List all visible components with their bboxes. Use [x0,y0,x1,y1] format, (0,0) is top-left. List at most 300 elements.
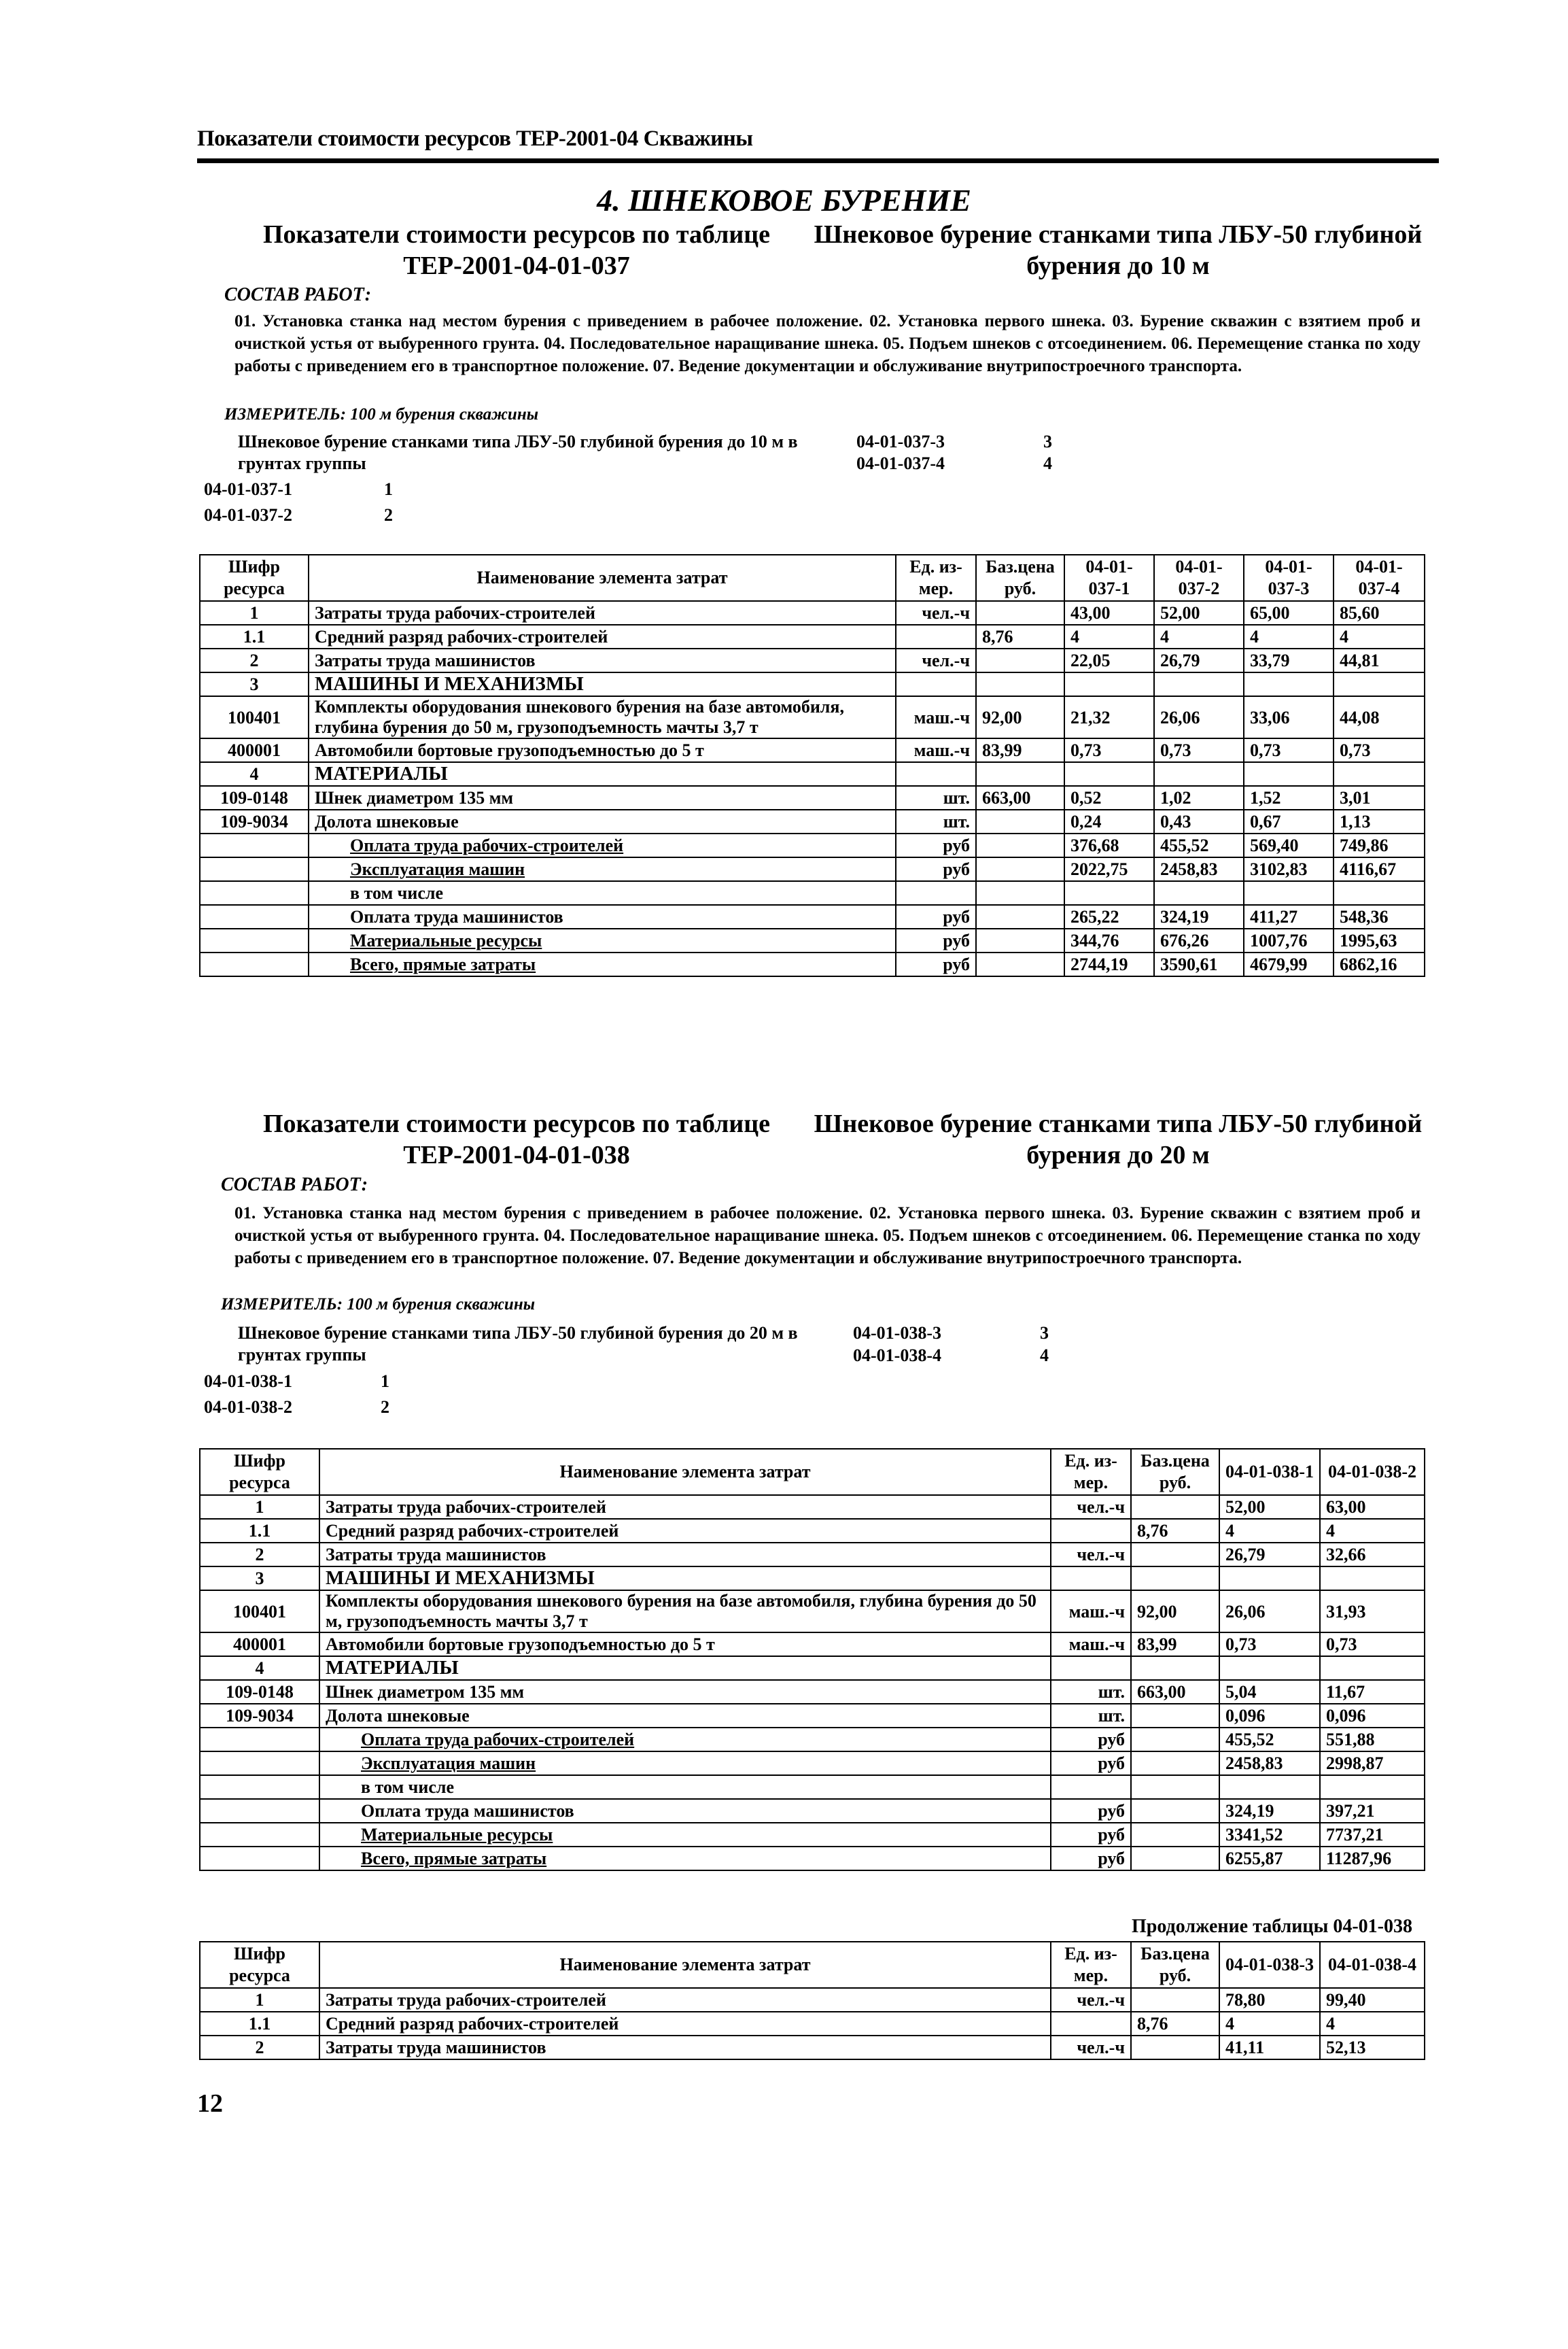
value-cell: руб [1051,1799,1131,1823]
column-header: 04-01-038-4 [1320,1942,1425,1988]
resource-code-cell [200,1799,319,1823]
resource-name-cell: Оплата труда рабочих-строителей [319,1728,1051,1751]
resource-name-cell: МАТЕРИАЛЫ [309,762,896,786]
value-cell: 676,26 [1154,929,1244,953]
value-cell: шт. [896,786,976,810]
resource-name-cell: МАШИНЫ И МЕХАНИЗМЫ [319,1566,1051,1590]
value-cell: 4 [1219,1519,1320,1543]
value-cell [1320,1775,1425,1799]
column-header: 04-01-037-2 [1154,555,1244,601]
value-cell [1244,672,1334,696]
resource-code-cell: 1 [200,1495,319,1519]
value-cell [1051,1566,1131,1590]
value-cell: чел.-ч [1051,1543,1131,1566]
resource-name-cell: Всего, прямые затраты [319,1847,1051,1870]
value-cell: 4 [1219,2012,1320,2036]
value-cell [1051,2012,1131,2036]
block1-measure-label: ИЗМЕРИТЕЛЬ: 100 м бурения скважины [224,405,539,424]
column-header: Шифр ресурса [200,1449,319,1495]
value-cell [976,672,1064,696]
table-row [200,738,1425,762]
value-cell [1051,1519,1131,1543]
column-header: Ед. из-мер. [1051,1942,1131,1988]
resource-name-cell: Долота шнековые [319,1704,1051,1728]
value-cell [1131,1823,1219,1847]
running-header: Показатели стоимости ресурсов ТЕР-2001-04 Скважины [197,126,753,151]
value-cell: 0,73 [1244,738,1334,762]
table-row [200,1495,1425,1519]
value-cell [1064,672,1154,696]
resource-name-cell: Шнек диаметром 135 мм [319,1680,1051,1704]
value-cell [976,762,1064,786]
resource-code-cell: 2 [200,649,309,672]
value-cell: 3102,83 [1244,857,1334,881]
continuation-label: Продолжение таблицы 04-01-038 [1132,1916,1412,1937]
value-cell [1219,1775,1320,1799]
value-cell [1334,881,1425,905]
section-title: 4. ШНЕКОВОЕ БУРЕНИЕ [597,183,971,218]
value-cell: 1,13 [1334,810,1425,834]
resource-name-cell: в том числе [309,881,896,905]
value-cell: 4 [1320,1519,1425,1543]
resource-code-cell: 1 [200,1988,319,2012]
value-cell: 4 [1334,625,1425,649]
column-header: Баз.цена руб. [1131,1942,1219,1988]
table-row [200,1799,1425,1823]
header-rule [197,158,1439,163]
value-cell [976,649,1064,672]
table-header-row [200,1449,1425,1495]
resource-name-cell: Комплекты оборудования шнекового бурения на базе автомобиля, глубина бурения до 50 м, грузоподъемность мачты 3,7 т [319,1590,1051,1632]
value-cell: 6255,87 [1219,1847,1320,1870]
value-cell: 21,32 [1064,696,1154,738]
value-cell: 0,096 [1219,1704,1320,1728]
resource-name-cell: Затраты труда машинистов [309,649,896,672]
table-header-row [200,555,1425,601]
value-cell: руб [896,929,976,953]
block2-code-4-num: 4 [1040,1345,1049,1365]
resource-code-cell [200,857,309,881]
value-cell: 411,27 [1244,905,1334,929]
block2-measure-label: ИЗМЕРИТЕЛЬ: 100 м бурения скважины [221,1295,536,1314]
value-cell: 1007,76 [1244,929,1334,953]
resource-name-cell: Средний разряд рабочих-строителей [319,2012,1051,2036]
value-cell: 4 [1320,2012,1425,2036]
resource-code-cell [200,881,309,905]
value-cell: 2744,19 [1064,953,1154,976]
value-cell: 551,88 [1320,1728,1425,1751]
value-cell [1064,881,1154,905]
value-cell: 85,60 [1334,601,1425,625]
resource-code-cell: 2 [200,2036,319,2059]
resource-name-cell: МАШИНЫ И МЕХАНИЗМЫ [309,672,896,696]
value-cell: руб [896,857,976,881]
block1-code-2-num: 2 [384,505,393,525]
table-row [200,696,1425,738]
value-cell: чел.-ч [1051,1988,1131,2012]
value-cell: 265,22 [1064,905,1154,929]
value-cell: 63,00 [1320,1495,1425,1519]
value-cell [976,929,1064,953]
table-row [200,1543,1425,1566]
column-header: Баз.цена руб. [1131,1449,1219,1495]
value-cell [1131,2036,1219,2059]
block2-code-4: 04-01-038-4 [853,1345,941,1365]
value-cell: 31,93 [1320,1590,1425,1632]
table-header-row [200,1942,1425,1988]
value-cell: чел.-ч [896,649,976,672]
block1-composition-text: 01. Установка станка над местом бурения с приведением в рабочее положение. 02. Установка первого шнека. 03. Бурение скважин с взятием проб и очисткой устья от выбуренного грунта. 04. Последовательное наращивание шнека. 05. Подъем шнеков с отсоединением. 06. Перемещение станка по ходу работы с приведением его в транспортное положение. 07. Ведение документации и обслуживание внутрипостроечного транспорта. [234,312,1421,375]
value-cell: 0,52 [1064,786,1154,810]
value-cell: 3590,61 [1154,953,1244,976]
value-cell: 11287,96 [1320,1847,1425,1870]
value-cell [976,810,1064,834]
value-cell: 11,67 [1320,1680,1425,1704]
value-cell: маш.-ч [1051,1632,1131,1656]
resource-name-cell: Автомобили бортовые грузоподъемностью до 5 т [319,1632,1051,1656]
value-cell: руб [1051,1847,1131,1870]
resource-table-038-continued [199,1941,1425,2060]
value-cell [976,905,1064,929]
value-cell [1131,1495,1219,1519]
block2-code-1: 04-01-038-1 [204,1371,292,1391]
value-cell [896,881,976,905]
value-cell [1131,1988,1219,2012]
block2-composition-text: 01. Установка станка над местом бурения с приведением в рабочее положение. 02. Установка первого шнека. 03. Бурение скважин с взятием проб и очисткой устья от выбуренного грунта. 04. Последовательное наращивание шнека. 05. Подъем шнеков с отсоединением. 06. Перемещение станка по ходу работы с приведением его в транспортное положение. 07. Ведение документации и обслуживание внутрипостроечного транспорта. [234,1204,1421,1267]
value-cell [1131,1728,1219,1751]
column-header: Наименование элемента затрат [319,1449,1051,1495]
value-cell: 8,76 [976,625,1064,649]
block1-measure-desc: Шнековое бурение станками типа ЛБУ-50 глубиной бурения до 10 м в грунтах группы [238,432,798,473]
value-cell: 78,80 [1219,1988,1320,2012]
resource-code-cell [200,905,309,929]
value-cell: 32,66 [1320,1543,1425,1566]
column-header: 04-01-037-3 [1244,555,1334,601]
value-cell: маш.-ч [896,696,976,738]
value-cell: 0,73 [1334,738,1425,762]
table-row [200,2036,1425,2059]
resource-code-cell [200,953,309,976]
table-row [200,1656,1425,1680]
value-cell: 0,67 [1244,810,1334,834]
resource-code-cell: 109-0148 [200,786,309,810]
value-cell [1154,881,1244,905]
value-cell: 2458,83 [1154,857,1244,881]
table-row [200,1632,1425,1656]
value-cell [1244,762,1334,786]
value-cell: маш.-ч [1051,1590,1131,1632]
value-cell: 344,76 [1064,929,1154,953]
value-cell: 26,79 [1154,649,1244,672]
value-cell [976,881,1064,905]
value-cell: шт. [1051,1704,1131,1728]
resource-name-cell: Материальные ресурсы [309,929,896,953]
value-cell: 376,68 [1064,834,1154,857]
resource-name-cell: Оплата труда рабочих-строителей [309,834,896,857]
value-cell: 6862,16 [1334,953,1425,976]
value-cell [1064,762,1154,786]
resource-code-cell: 100401 [200,696,309,738]
column-header: 04-01-038-2 [1320,1449,1425,1495]
block1-code-3-num: 3 [1043,432,1052,451]
resource-code-cell: 109-9034 [200,810,309,834]
value-cell: руб [1051,1751,1131,1775]
value-cell [1131,1751,1219,1775]
block1-code-3: 04-01-037-3 [856,432,945,451]
value-cell: руб [896,905,976,929]
value-cell [1219,1656,1320,1680]
resource-code-cell: 109-0148 [200,1680,319,1704]
table-row [200,929,1425,953]
table-row [200,857,1425,881]
resource-code-cell: 2 [200,1543,319,1566]
table-row [200,953,1425,976]
value-cell: 65,00 [1244,601,1334,625]
block1-code-1: 04-01-037-1 [204,479,292,499]
value-cell: 52,00 [1219,1495,1320,1519]
value-cell: 7737,21 [1320,1823,1425,1847]
value-cell: 455,52 [1154,834,1244,857]
value-cell [1131,1799,1219,1823]
resource-name-cell: Эксплуатация машин [319,1751,1051,1775]
value-cell: 4679,99 [1244,953,1334,976]
resource-table-038 [199,1448,1425,1871]
value-cell [896,762,976,786]
column-header: Баз.цена руб. [976,555,1064,601]
block2-title-left: Показатели стоимости ресурсов по таблице ТЕР-2001-04-01-038 [262,1110,771,1169]
table-row [200,601,1425,625]
value-cell [1131,1704,1219,1728]
value-cell: 548,36 [1334,905,1425,929]
value-cell [1131,1543,1219,1566]
value-cell: 663,00 [1131,1680,1219,1704]
value-cell: маш.-ч [896,738,976,762]
value-cell: руб [896,834,976,857]
value-cell: 99,40 [1320,1988,1425,2012]
value-cell [1051,1775,1131,1799]
table-row [200,2012,1425,2036]
value-cell [1154,672,1244,696]
value-cell [896,625,976,649]
table-row [200,762,1425,786]
value-cell: 4 [1064,625,1154,649]
value-cell [896,672,976,696]
resource-name-cell: Затраты труда рабочих-строителей [309,601,896,625]
resource-code-cell: 1.1 [200,1519,319,1543]
value-cell: 324,19 [1219,1799,1320,1823]
value-cell: 455,52 [1219,1728,1320,1751]
resource-name-cell: Средний разряд рабочих-строителей [319,1519,1051,1543]
column-header: Ед. из-мер. [896,555,976,601]
column-header: Ед. из-мер. [1051,1449,1131,1495]
column-header: Шифр ресурса [200,555,309,601]
value-cell: чел.-ч [1051,2036,1131,2059]
value-cell: 26,79 [1219,1543,1320,1566]
value-cell: 3341,52 [1219,1823,1320,1847]
resource-name-cell: Шнек диаметром 135 мм [309,786,896,810]
value-cell: 3,01 [1334,786,1425,810]
block1-code-4: 04-01-037-4 [856,453,945,473]
resource-name-cell: Затраты труда машинистов [319,2036,1051,2059]
resource-code-cell: 400001 [200,1632,319,1656]
table-row [200,786,1425,810]
block2-code-3-num: 3 [1040,1323,1049,1343]
resource-name-cell: Оплата труда машинистов [309,905,896,929]
resource-code-cell [200,1775,319,1799]
value-cell: 4116,67 [1334,857,1425,881]
block1-code-2: 04-01-037-2 [204,505,292,525]
table-row [200,1728,1425,1751]
block2-code-1-num: 1 [381,1371,389,1391]
value-cell [1131,1847,1219,1870]
value-cell: 8,76 [1131,1519,1219,1543]
value-cell: 92,00 [976,696,1064,738]
value-cell: чел.-ч [1051,1495,1131,1519]
value-cell: 26,06 [1154,696,1244,738]
column-header: 04-01-038-1 [1219,1449,1320,1495]
resource-name-cell: Затраты труда рабочих-строителей [319,1988,1051,2012]
table-row [200,1590,1425,1632]
value-cell: 0,096 [1320,1704,1425,1728]
block2-title-right: Шнековое бурение станками типа ЛБУ-50 глубиной бурения до 20 м [814,1110,1423,1169]
value-cell: 663,00 [976,786,1064,810]
resource-code-cell: 3 [200,672,309,696]
value-cell: 397,21 [1320,1799,1425,1823]
value-cell [1320,1566,1425,1590]
resource-table-037 [199,554,1425,977]
column-header: 04-01-037-1 [1064,555,1154,601]
page-number: 12 [197,2089,223,2118]
resource-code-cell: 1 [200,601,309,625]
resource-code-cell: 400001 [200,738,309,762]
value-cell [976,834,1064,857]
value-cell [1051,1656,1131,1680]
value-cell: 44,81 [1334,649,1425,672]
resource-name-cell: Средний разряд рабочих-строителей [309,625,896,649]
resource-name-cell: Долота шнековые [309,810,896,834]
table-row [200,1847,1425,1870]
value-cell: 0,73 [1219,1632,1320,1656]
column-header: Наименование элемента затрат [319,1942,1051,1988]
resource-code-cell: 1.1 [200,625,309,649]
resource-code-cell [200,834,309,857]
resource-name-cell: Затраты труда рабочих-строителей [319,1495,1051,1519]
value-cell: 4 [1154,625,1244,649]
value-cell: 83,99 [976,738,1064,762]
block2-code-2-num: 2 [381,1397,389,1417]
value-cell: 41,11 [1219,2036,1320,2059]
value-cell: чел.-ч [896,601,976,625]
table-row [200,1680,1425,1704]
resource-code-cell [200,1751,319,1775]
resource-code-cell [200,1728,319,1751]
value-cell [1334,762,1425,786]
table-row [200,1704,1425,1728]
value-cell [1334,672,1425,696]
value-cell: руб [896,953,976,976]
table-row [200,1775,1425,1799]
block1-code-1-num: 1 [384,479,393,499]
value-cell: 0,73 [1320,1632,1425,1656]
resource-name-cell: в том числе [319,1775,1051,1799]
value-cell [1131,1656,1219,1680]
value-cell: 0,43 [1154,810,1244,834]
table-row [200,881,1425,905]
resource-code-cell: 3 [200,1566,319,1590]
resource-name-cell: Комплекты оборудования шнекового бурения на базе автомобиля, глубина бурения до 50 м, грузоподъемность мачты 3,7 т [309,696,896,738]
value-cell [1244,881,1334,905]
table-row [200,625,1425,649]
table-row [200,905,1425,929]
value-cell: 0,73 [1154,738,1244,762]
resource-code-cell: 4 [200,1656,319,1680]
column-header: Наименование элемента затрат [309,555,896,601]
value-cell: 43,00 [1064,601,1154,625]
column-header: Шифр ресурса [200,1942,319,1988]
value-cell: 22,05 [1064,649,1154,672]
resource-code-cell: 4 [200,762,309,786]
resource-code-cell: 109-9034 [200,1704,319,1728]
value-cell: 52,00 [1154,601,1244,625]
resource-name-cell: Затраты труда машинистов [319,1543,1051,1566]
table-row [200,649,1425,672]
value-cell: руб [1051,1728,1131,1751]
value-cell: 2022,75 [1064,857,1154,881]
table-row [200,1988,1425,2012]
value-cell: 1,52 [1244,786,1334,810]
block2-measure-desc: Шнековое бурение станками типа ЛБУ-50 глубиной бурения до 20 м в грунтах группы [238,1323,798,1365]
resource-code-cell [200,1823,319,1847]
block1-title-left: Показатели стоимости ресурсов по таблице ТЕР-2001-04-01-037 [262,220,771,280]
table-row [200,810,1425,834]
value-cell [1154,762,1244,786]
block2-code-3: 04-01-038-3 [853,1323,941,1343]
table-row [200,1823,1425,1847]
value-cell: 324,19 [1154,905,1244,929]
value-cell: 26,06 [1219,1590,1320,1632]
value-cell: 83,99 [1131,1632,1219,1656]
column-header: 04-01-037-4 [1334,555,1425,601]
value-cell: 749,86 [1334,834,1425,857]
value-cell: 33,06 [1244,696,1334,738]
value-cell [976,601,1064,625]
table-row [200,1566,1425,1590]
value-cell [1320,1656,1425,1680]
resource-name-cell: Всего, прямые затраты [309,953,896,976]
block2-code-2: 04-01-038-2 [204,1397,292,1417]
resource-name-cell: Эксплуатация машин [309,857,896,881]
table-row [200,672,1425,696]
resource-code-cell [200,929,309,953]
block1-composition-label: СОСТАВ РАБОТ: [224,284,372,305]
value-cell [1131,1775,1219,1799]
block1-code-4-num: 4 [1043,453,1052,473]
value-cell: 0,24 [1064,810,1154,834]
block1-title-right: Шнековое бурение станками типа ЛБУ-50 глубиной бурения до 10 м [814,220,1423,280]
resource-name-cell: Материальные ресурсы [319,1823,1051,1847]
table-row [200,834,1425,857]
value-cell: 5,04 [1219,1680,1320,1704]
resource-code-cell: 100401 [200,1590,319,1632]
value-cell: 4 [1244,625,1334,649]
value-cell: 0,73 [1064,738,1154,762]
value-cell: 2458,83 [1219,1751,1320,1775]
resource-code-cell: 1.1 [200,2012,319,2036]
resource-code-cell [200,1847,319,1870]
value-cell [976,857,1064,881]
table-row [200,1751,1425,1775]
column-header: 04-01-038-3 [1219,1942,1320,1988]
